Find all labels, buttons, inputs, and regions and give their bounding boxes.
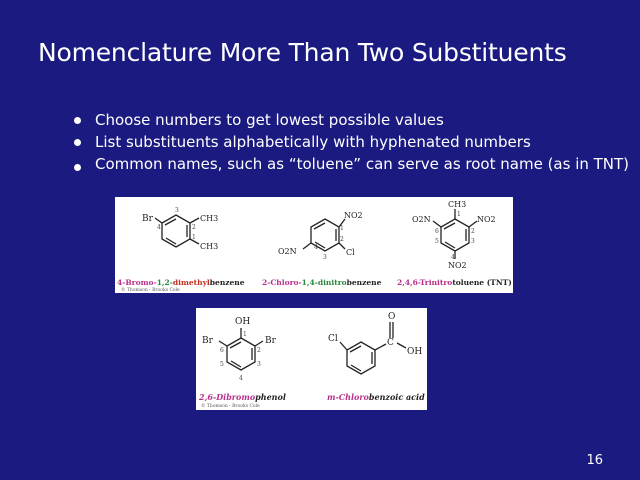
ring-number: 2 (340, 236, 344, 243)
name-part: 2,6-Dibromo (199, 392, 256, 402)
label-o2n: O2N (412, 215, 431, 224)
name-part: benzene (209, 278, 245, 287)
name-part: benzoic acid (368, 392, 425, 402)
ring-number: 6 (220, 347, 224, 354)
ring-number: 1 (457, 211, 461, 218)
bullet-item (74, 131, 634, 153)
label-ch3: CH3 (448, 200, 467, 209)
ring-number: 6 (435, 228, 439, 235)
label-c: C (387, 338, 394, 348)
page-number: 16 (586, 453, 603, 468)
ring-number: 4 (451, 254, 455, 261)
structure-chlorobenzoic-acid (340, 322, 406, 374)
bullet-list (74, 109, 634, 172)
label-oh: OH (235, 317, 251, 327)
name-part: benzene (346, 278, 382, 287)
slide-title: Nomenclature More Than Two Substituents (38, 38, 567, 67)
name-part: phenol (255, 392, 286, 402)
label-o: O (388, 312, 396, 322)
compound-name (327, 392, 425, 402)
label-cl: Cl (328, 334, 338, 344)
ring-number: 4 (239, 375, 243, 382)
bullet-text: List substituents alphabetically with hyphenated numbers (95, 133, 531, 151)
label-oh: OH (407, 347, 423, 357)
ring-number: 3 (471, 238, 475, 245)
compound-name (117, 278, 245, 287)
ring-number: 2 (192, 224, 196, 231)
bullet-item (74, 156, 634, 172)
ring-number: 1 (192, 234, 196, 241)
name-part: 1,2- (156, 278, 173, 287)
compound-name (397, 278, 512, 287)
ring-number: 3 (175, 207, 179, 214)
name-part: 2,4,6-Trinitro (397, 278, 453, 287)
copyright: © Thomson - Brooks Cole (201, 404, 260, 409)
label-br-left: Br (202, 336, 213, 346)
label-no2-bottom: NO2 (448, 261, 467, 270)
name-part: 1,4-dinitro (301, 278, 347, 287)
copyright: © Thomson - Brooks Cole (121, 288, 180, 293)
structures-figure-1 (115, 197, 513, 293)
ring-number: 4 (314, 244, 318, 251)
name-part: toluene (TNT) (452, 278, 512, 287)
name-part: 2-Chloro- (262, 278, 302, 287)
name-part: m-Chloro (327, 392, 369, 402)
ring-number: 4 (157, 224, 161, 231)
ring-number: 5 (220, 361, 224, 368)
bullet-dot-icon (74, 164, 81, 171)
ring-number: 1 (340, 225, 344, 232)
bullet-text: Common names, such as “toluene” can serve as root name (as in TNT) (95, 155, 630, 173)
label-no2-right: NO2 (477, 215, 496, 224)
ring-number: 2 (257, 347, 261, 354)
name-part: dimethyl (172, 278, 210, 287)
compound-name (262, 278, 382, 287)
structures-figure-2 (196, 308, 427, 410)
structure-chloro-dinitrobenzene (303, 219, 345, 251)
label-br: Br (142, 214, 153, 224)
label-o2n: O2N (278, 247, 297, 256)
ring-number: 1 (243, 331, 247, 338)
name-part: 4-Bromo- (117, 278, 157, 287)
bullet-item (74, 109, 634, 131)
ring-number: 5 (435, 238, 439, 245)
bullet-dot-icon (74, 117, 81, 124)
bullet-dot-icon (74, 139, 81, 146)
ring-number: 2 (471, 228, 475, 235)
label-no2: NO2 (344, 211, 363, 220)
compound-name (198, 392, 286, 402)
label-br-right: Br (265, 336, 276, 346)
label-ch3-bottom: CH3 (200, 242, 219, 251)
bullet-text: Choose numbers to get lowest possible values (95, 111, 444, 129)
ring-number: 3 (257, 361, 261, 368)
label-ch3-top: CH3 (200, 214, 219, 223)
structure-bromo-dimethylbenzene (155, 215, 199, 247)
ring-number: 3 (323, 254, 327, 261)
label-cl: Cl (346, 248, 355, 257)
